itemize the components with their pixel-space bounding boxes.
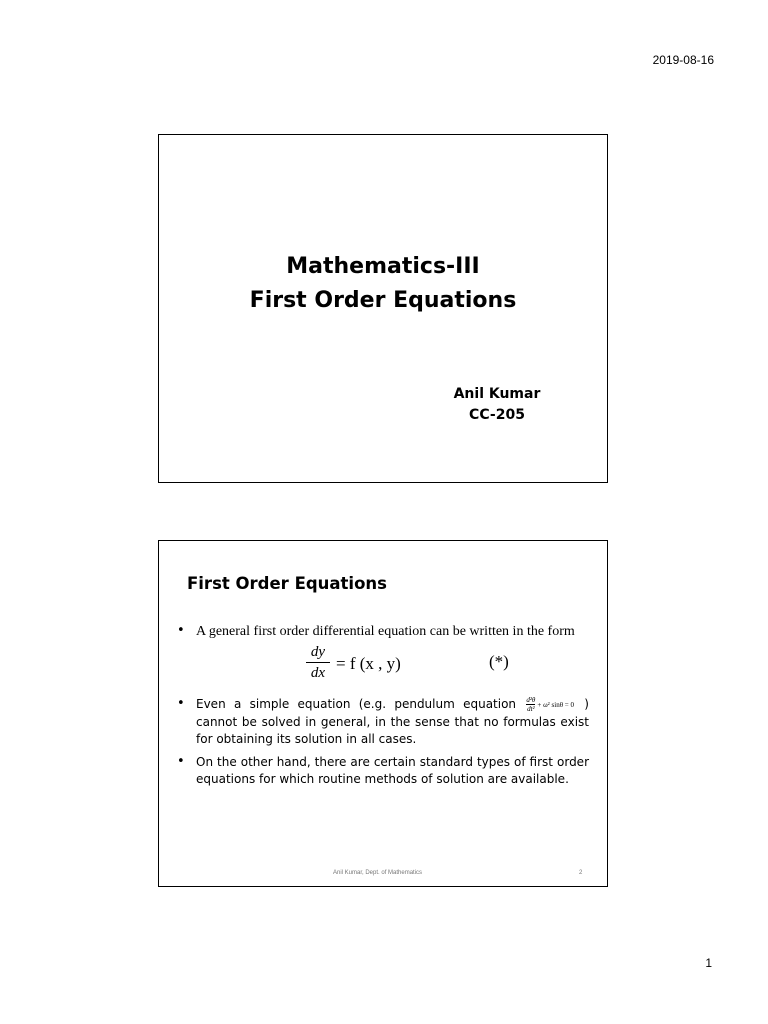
- equation-fraction: [305, 642, 331, 683]
- pendulum-denominator: dt²: [527, 705, 535, 713]
- bullet-item: [174, 623, 589, 640]
- course-code: CC-205: [469, 407, 525, 423]
- bullet-item: [174, 696, 589, 749]
- page-number: 1: [705, 956, 712, 970]
- slide-footer: Anil Kumar, Dept. of Mathematics: [333, 870, 423, 876]
- bullet-dot-icon: •: [177, 623, 185, 638]
- bullet-dot-icon: •: [177, 753, 185, 769]
- title-line-2: First Order Equations: [249, 288, 517, 313]
- bullet-text-part: ): [584, 697, 589, 711]
- slide-2: [158, 540, 608, 887]
- equation: [174, 642, 589, 690]
- bullet-text: [196, 696, 589, 749]
- pendulum-equation: [526, 696, 574, 713]
- author-block: [417, 384, 577, 426]
- slide-1: [158, 134, 608, 483]
- bullet-text-part: Even a simple equation (e.g. pendulum equation: [196, 697, 517, 711]
- pendulum-rest: + ω² sinθ = 0: [537, 700, 574, 709]
- equation-rhs: = f (x , y): [336, 654, 401, 673]
- page-date: 2019-08-16: [652, 53, 714, 67]
- equation-label: (*): [489, 652, 509, 671]
- slide-heading: First Order Equations: [187, 574, 387, 593]
- bullet-text-part: cannot be solved in general, in the sense that no formulas exist for obtaining its solution in all cases.: [196, 714, 589, 746]
- slide-title: [159, 250, 607, 318]
- title-line-1: Mathematics-III: [286, 254, 480, 279]
- author-name: Anil Kumar: [453, 386, 541, 402]
- bullet-text: A general first order differential equation can be written in the form: [196, 624, 575, 639]
- equation-denominator: dx: [310, 665, 326, 681]
- slide-number: 2: [579, 870, 583, 876]
- bullet-text: On the other hand, there are certain standard types of first order equations for which routine methods of solution are available.: [196, 754, 589, 786]
- bullet-list: [174, 623, 589, 789]
- equation-numerator: dy: [310, 644, 326, 660]
- bullet-item: [174, 754, 589, 789]
- bullet-dot-icon: •: [177, 696, 185, 711]
- pendulum-numerator: d²θ: [526, 696, 536, 704]
- pendulum-fraction: [526, 696, 535, 713]
